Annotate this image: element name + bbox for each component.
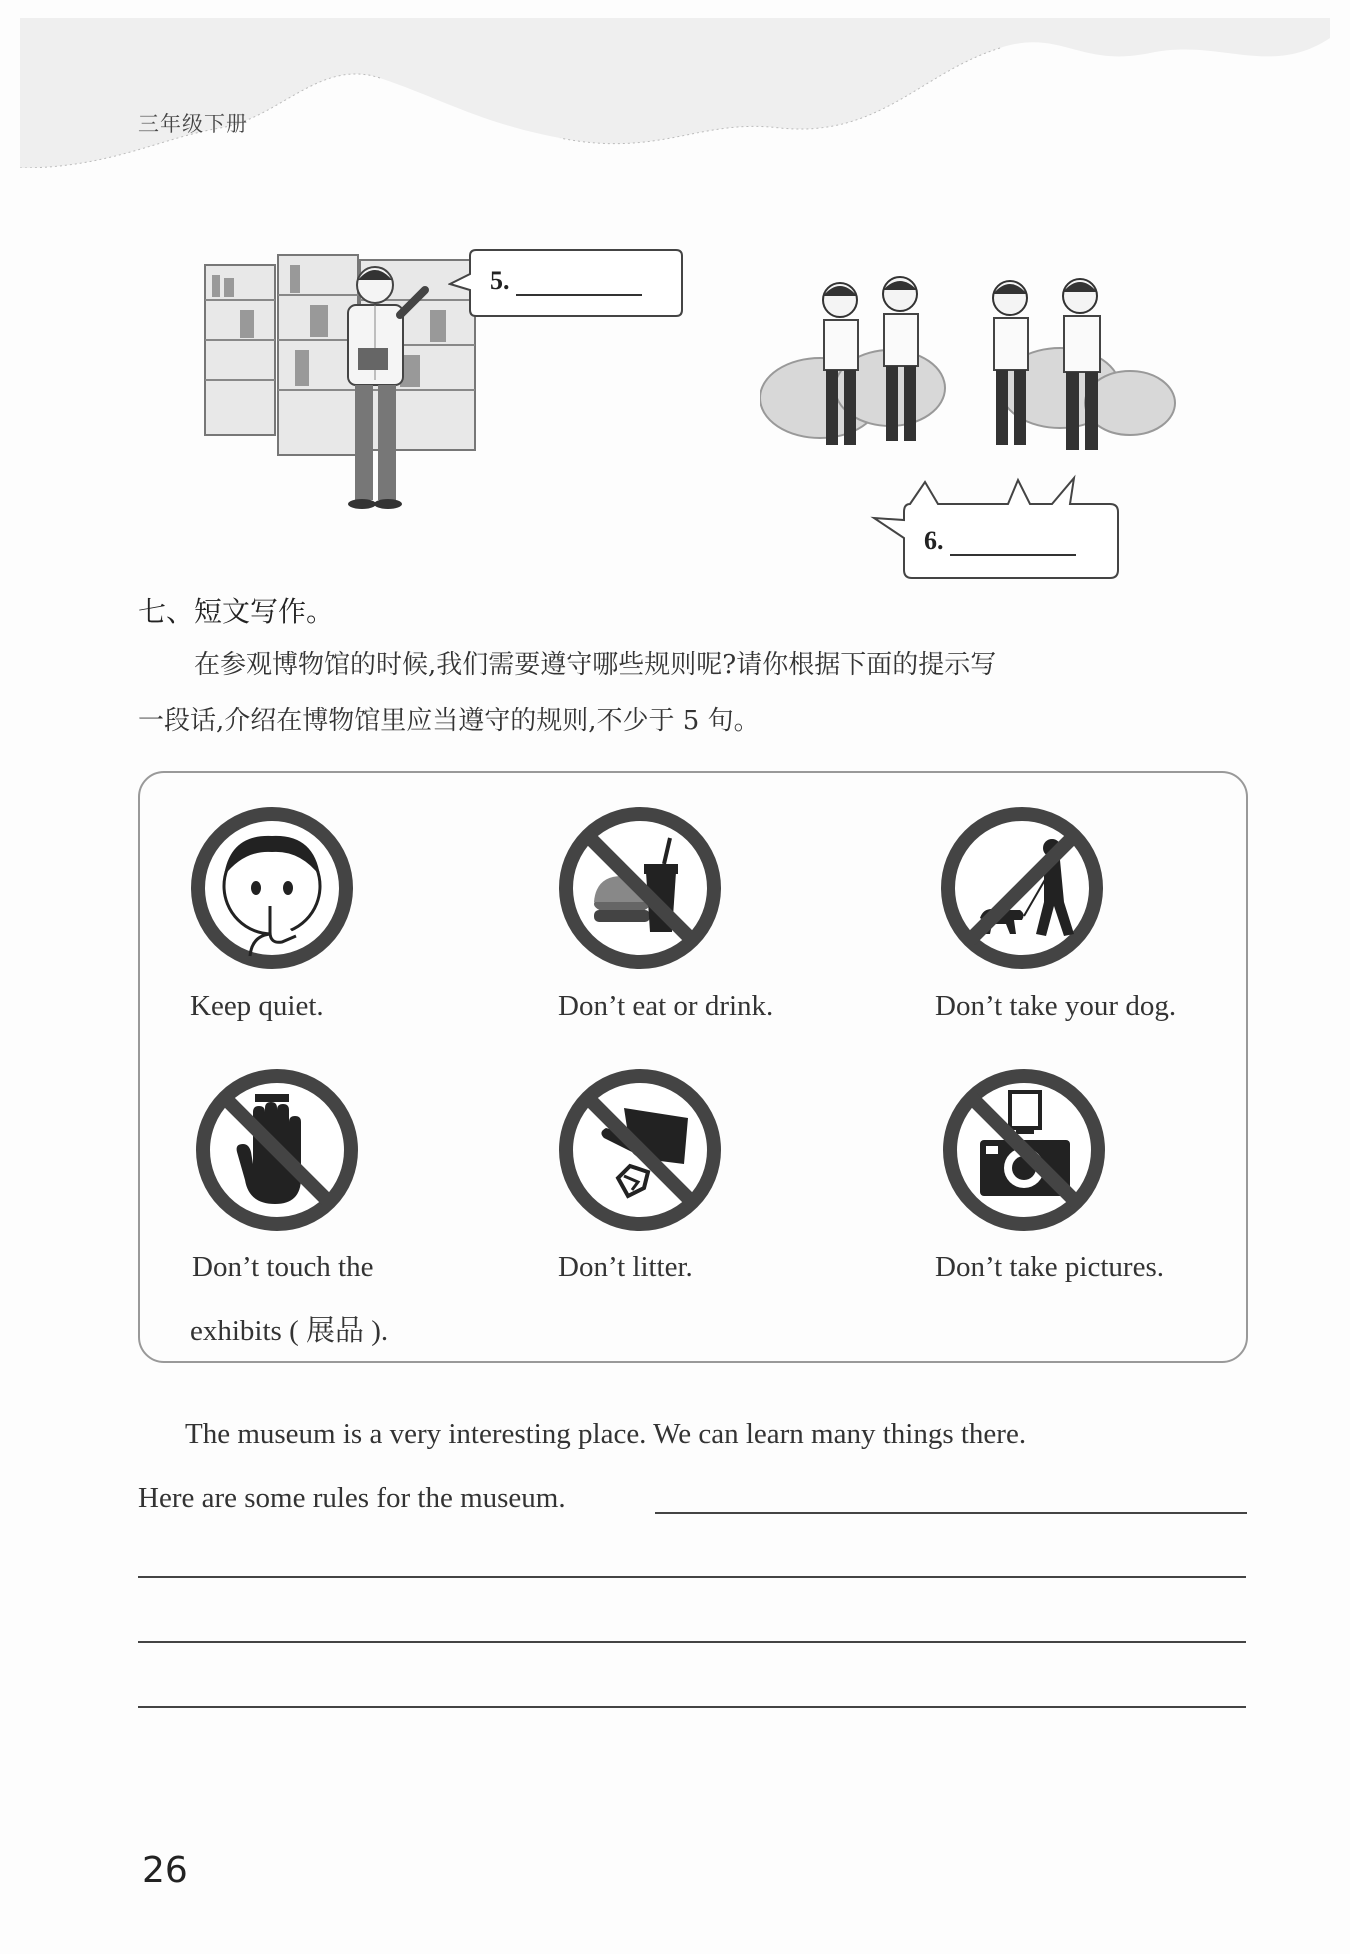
no-litter-icon (558, 1068, 723, 1233)
header-cloud-banner (20, 18, 1330, 168)
caption-no-touch-line1: Don’t touch the (192, 1251, 374, 1283)
writing-answer-line-3[interactable] (138, 1641, 1246, 1643)
no-dog-icon (940, 806, 1105, 971)
instruction-line-1: 在参观博物馆的时候,我们需要遵守哪些规则呢?请你根据下面的提示写 (194, 650, 997, 680)
bubble-6-text (924, 526, 1076, 556)
students-illustration (760, 268, 1180, 488)
caption-no-dog: Don’t take your dog. (935, 990, 1177, 1022)
bubble-5-number: 5. (490, 266, 510, 295)
caption-no-litter: Don’t litter. (558, 1251, 693, 1283)
grade-label: 三年级下册 (138, 112, 248, 136)
bubble-5-text (490, 266, 642, 296)
writing-line-1: The museum is a very interesting place. We can learn many things there. (185, 1418, 1027, 1450)
page-number: 26 (142, 1850, 188, 1891)
writing-answer-line-2[interactable] (138, 1576, 1246, 1578)
answer-blank-6[interactable] (950, 528, 1076, 556)
caption-no-touch-line2: exhibits ( 展品 ). (190, 1315, 389, 1347)
writing-answer-line-1[interactable] (655, 1512, 1247, 1514)
no-touch-icon (195, 1068, 360, 1233)
no-camera-icon (942, 1068, 1107, 1233)
caption-no-camera: Don’t take pictures. (935, 1251, 1164, 1283)
section-title: 七、短文写作。 (138, 595, 335, 628)
instruction-line-2: 一段话,介绍在博物馆里应当遵守的规则,不少于 5 句。 (138, 706, 760, 736)
no-food-drink-icon (558, 806, 723, 971)
keep-quiet-icon (190, 806, 355, 971)
caption-keep-quiet: Keep quiet. (190, 990, 324, 1022)
writing-answer-line-4[interactable] (138, 1706, 1246, 1708)
answer-blank-5[interactable] (516, 268, 642, 296)
caption-no-food-drink: Don’t eat or drink. (558, 990, 774, 1022)
bubble-6-number: 6. (924, 526, 944, 555)
writing-line-2: Here are some rules for the museum. (138, 1482, 566, 1514)
